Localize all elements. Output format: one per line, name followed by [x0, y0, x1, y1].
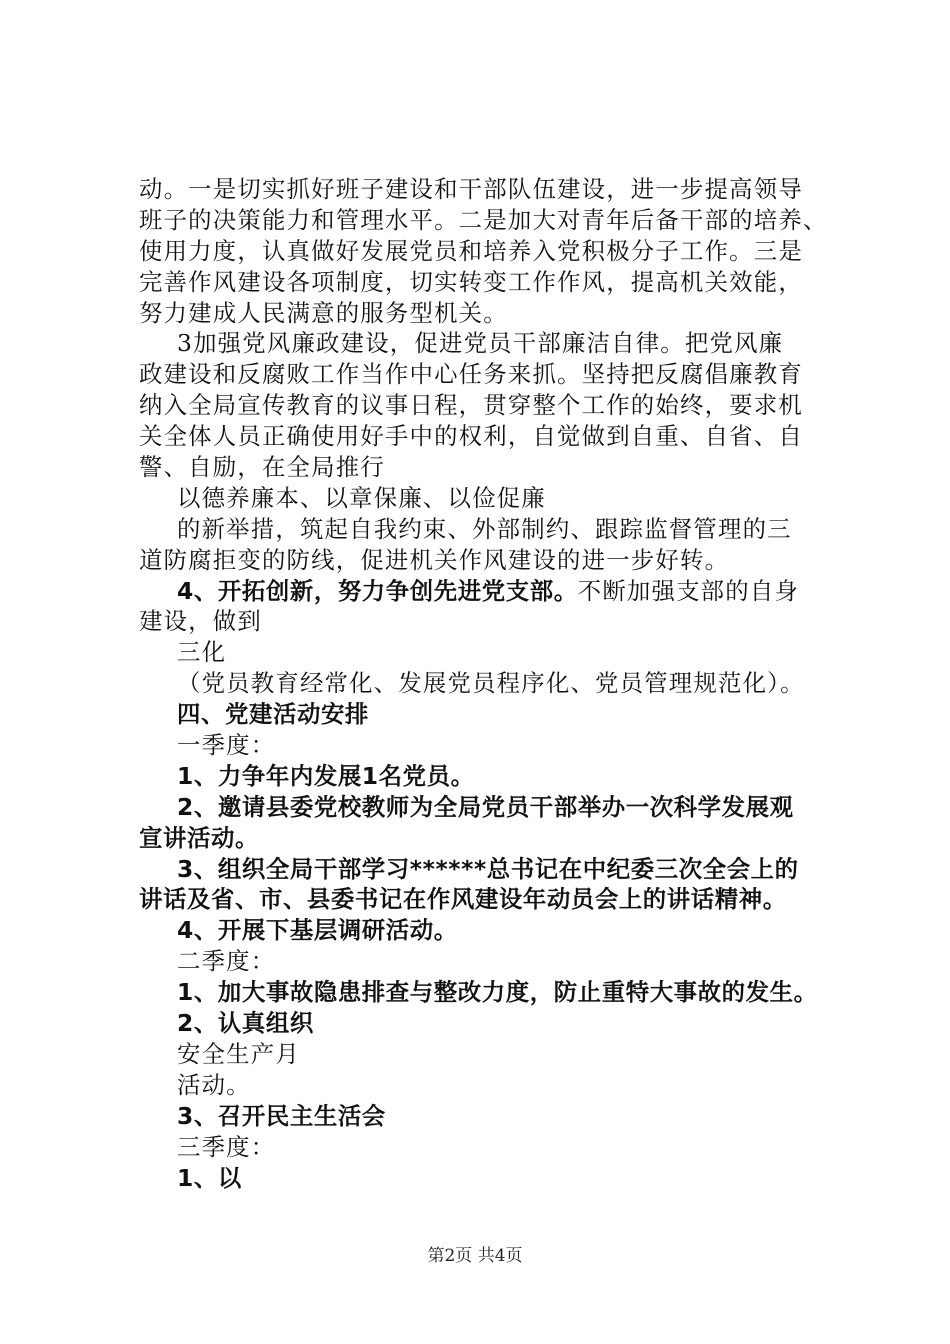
- text-line: [139, 1039, 839, 1070]
- line-text: 警、自励，在全局推行: [139, 453, 385, 482]
- text-line: [139, 421, 839, 452]
- line-text: 三化: [177, 638, 227, 667]
- line-text: 1、加大事故隐患排查与整改力度，防止重特大事故的发生。: [177, 978, 818, 1007]
- text-line: [139, 328, 839, 359]
- text-line: [139, 483, 839, 514]
- text-line: [139, 359, 839, 390]
- text-line: [139, 946, 839, 977]
- line-text: 4、开展下基层调研活动。: [177, 916, 458, 945]
- text-line: [139, 823, 839, 854]
- text-line: [139, 1070, 839, 1101]
- line-text: 完善作风建设各项制度，切实转变工作作风，提高机关效能，: [139, 267, 803, 296]
- line-text: 3加强党风廉政建设，促进党员干部廉洁自律。把党风廉: [177, 329, 784, 358]
- line-text: 政建设和反腐败工作当作中心任务来抓。坚持把反腐倡廉教育: [139, 360, 803, 389]
- text-line: [139, 977, 839, 1008]
- line-text: 2、邀请县委党校教师为全局党员干部举办一次科学发展观: [177, 792, 794, 821]
- text-line: [139, 884, 839, 915]
- text-line: [139, 267, 839, 298]
- text-line: [139, 1163, 839, 1194]
- line-text: 安全生产月: [177, 1039, 300, 1068]
- line-text: 1、力争年内发展1名党员。: [177, 761, 475, 790]
- text-line: [139, 236, 839, 267]
- text-line: [139, 452, 839, 483]
- text-line: [139, 854, 839, 885]
- text-line: [139, 637, 839, 668]
- line-text: 三季度：: [177, 1132, 276, 1161]
- text-line: [139, 730, 839, 761]
- line-text: 道防腐拒变的防线，促进机关作风建设的进一步好转。: [139, 545, 730, 574]
- line-text: 2、认真组织: [177, 1009, 314, 1038]
- line-text: （党员教育经常化、发展党员程序化、党员管理规范化）。: [177, 669, 805, 698]
- line-text: 使用力度，认真做好发展党员和培养入党积极分子工作。三是: [139, 236, 803, 265]
- line-text: 动。一是切实抓好班子建设和干部队伍建设，进一步提高领导: [139, 175, 803, 203]
- text-line: [139, 205, 839, 236]
- line-text: 3、召开民主生活会: [177, 1101, 386, 1130]
- text-line: [139, 1132, 839, 1163]
- text-line: [139, 792, 839, 823]
- line-text: 活动。: [177, 1070, 251, 1099]
- line-text: 一季度：: [177, 731, 276, 760]
- text-line: [139, 514, 839, 545]
- text-line: [139, 1008, 839, 1039]
- line-text: 班子的决策能力和管理水平。二是加大对青年后备干部的培养、: [139, 205, 828, 234]
- text-line: [139, 761, 839, 792]
- line-text: 四、党建活动安排: [177, 700, 369, 729]
- text-line: [139, 1101, 839, 1132]
- text-line: [139, 915, 839, 946]
- line-text: 努力建成人民满意的服务型机关。: [139, 298, 508, 327]
- line-text: 二季度：: [177, 947, 276, 976]
- line-text-tail: 不断加强支部的自身: [577, 576, 800, 605]
- text-line: [139, 174, 839, 205]
- page-footer: 第2页 共4页: [427, 1246, 523, 1266]
- text-line: [139, 545, 839, 576]
- text-line: [139, 576, 839, 607]
- line-text: 的新举措，筑起自我约束、外部制约、跟踪监督管理的三: [177, 514, 792, 543]
- line-text: 讲话及省、市、县委书记在作风建设年动员会上的讲话精神。: [139, 885, 787, 914]
- line-text: 关全体人员正确使用好手中的权利，自觉做到自重、自省、自: [139, 422, 803, 451]
- text-line: [139, 298, 839, 329]
- line-text: 以德养廉本、以章保廉、以俭促廉: [177, 483, 546, 512]
- line-text: 4、开拓创新，努力争创先进党支部。: [177, 576, 578, 605]
- text-line: [139, 699, 839, 730]
- text-line: [139, 606, 839, 637]
- line-text: 宣讲活动。: [139, 823, 259, 852]
- line-text: 1、以: [177, 1163, 242, 1192]
- line-text: 3、组织全局干部学习******总书记在中纪委三次全会上的: [177, 854, 799, 883]
- line-text: 建设，做到: [139, 607, 262, 636]
- text-line: [139, 390, 839, 421]
- line-text: 纳入全局宣传教育的议事日程，贯穿整个工作的始终，要求机: [139, 391, 803, 420]
- text-line: [139, 668, 839, 699]
- document-body: [139, 174, 839, 1193]
